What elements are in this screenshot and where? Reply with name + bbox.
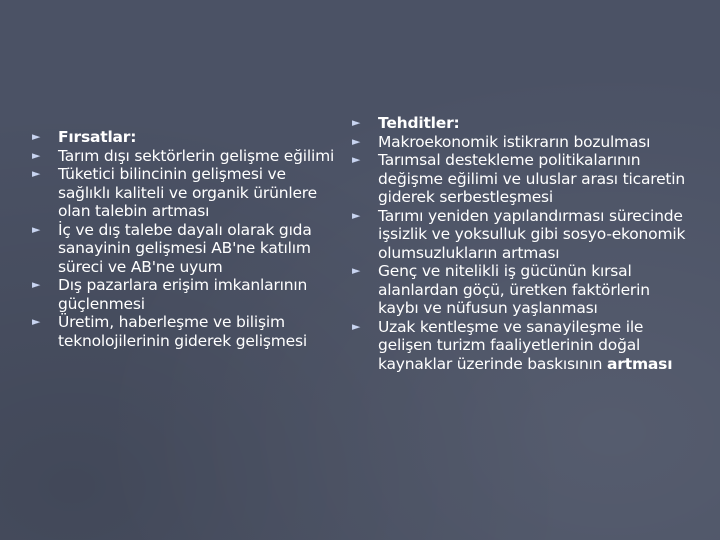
list-item-text: Uzak kentleşme ve sanayileşme ile gelişen turizm faaliyetlerinin doğal kaynaklar üzerinde baskısının (378, 317, 644, 373)
triangle-right-icon: ► (32, 278, 41, 291)
triangle-right-icon: ► (352, 134, 361, 148)
threats-column (350, 114, 690, 373)
list-item (30, 147, 342, 166)
threats-heading: Tehditler: (378, 114, 460, 132)
triangle-right-icon: ► (32, 167, 41, 180)
list-item-text: Dış pazarlara erişim imkanlarının güçlenmesi (58, 276, 308, 313)
triangle-right-icon: ► (32, 130, 41, 143)
triangle-right-icon: ► (352, 208, 361, 222)
list-item (30, 221, 342, 277)
list-item (30, 276, 342, 313)
opportunities-list (30, 128, 342, 350)
list-item-text: Tüketici bilincinin gelişmesi ve sağlıklı kaliteli ve organik ürünlere olan talebin artması (58, 165, 317, 220)
triangle-right-icon: ► (32, 315, 41, 328)
list-item-text: Makroekonomik istikrarın bozulması (378, 132, 651, 151)
list-item-text: Tarım dışı sektörlerin gelişme eğilimi (58, 146, 335, 165)
triangle-right-icon: ► (352, 319, 361, 333)
threats-list (350, 114, 690, 373)
list-item (30, 165, 342, 221)
list-item (30, 313, 342, 350)
list-item-text: Üretim, haberleşme ve bilişim teknolojilerinin giderek gelişmesi (58, 313, 307, 350)
list-item (350, 318, 690, 374)
list-item-text: Genç ve nitelikli iş gücünün kırsal alanlardan göçü, üretken faktörlerin kaybı ve nüfusun yaşlanması (378, 262, 650, 317)
triangle-right-icon: ► (352, 116, 361, 129)
opportunities-heading: Fırsatlar: (58, 128, 137, 146)
list-item (350, 133, 690, 152)
triangle-right-icon: ► (352, 153, 361, 166)
list-item (350, 151, 690, 207)
list-item-text: İç ve dış talebe dayalı olarak gıda sanayinin gelişmesi AB'ne katılım süreci ve AB'ne uyum (58, 220, 312, 276)
triangle-right-icon: ► (32, 148, 41, 162)
list-item-text: Tarımsal destekleme politikalarının değişme eğilimi ve uluslar arası ticaretin giderek serbestleşmesi (378, 151, 686, 206)
list-item-heading (350, 114, 690, 133)
triangle-right-icon: ► (32, 222, 41, 236)
opportunities-column (30, 128, 342, 350)
list-item (350, 262, 690, 318)
list-item-text: Tarımı yeniden yapılandırması sürecinde işsizlik ve yoksulluk gibi sosyo-ekonomik olumsuzlukların artması (378, 206, 686, 262)
triangle-right-icon: ► (352, 264, 361, 277)
list-item-text-emphasis: artması (607, 354, 673, 373)
list-item-heading (30, 128, 342, 147)
list-item (350, 207, 690, 263)
